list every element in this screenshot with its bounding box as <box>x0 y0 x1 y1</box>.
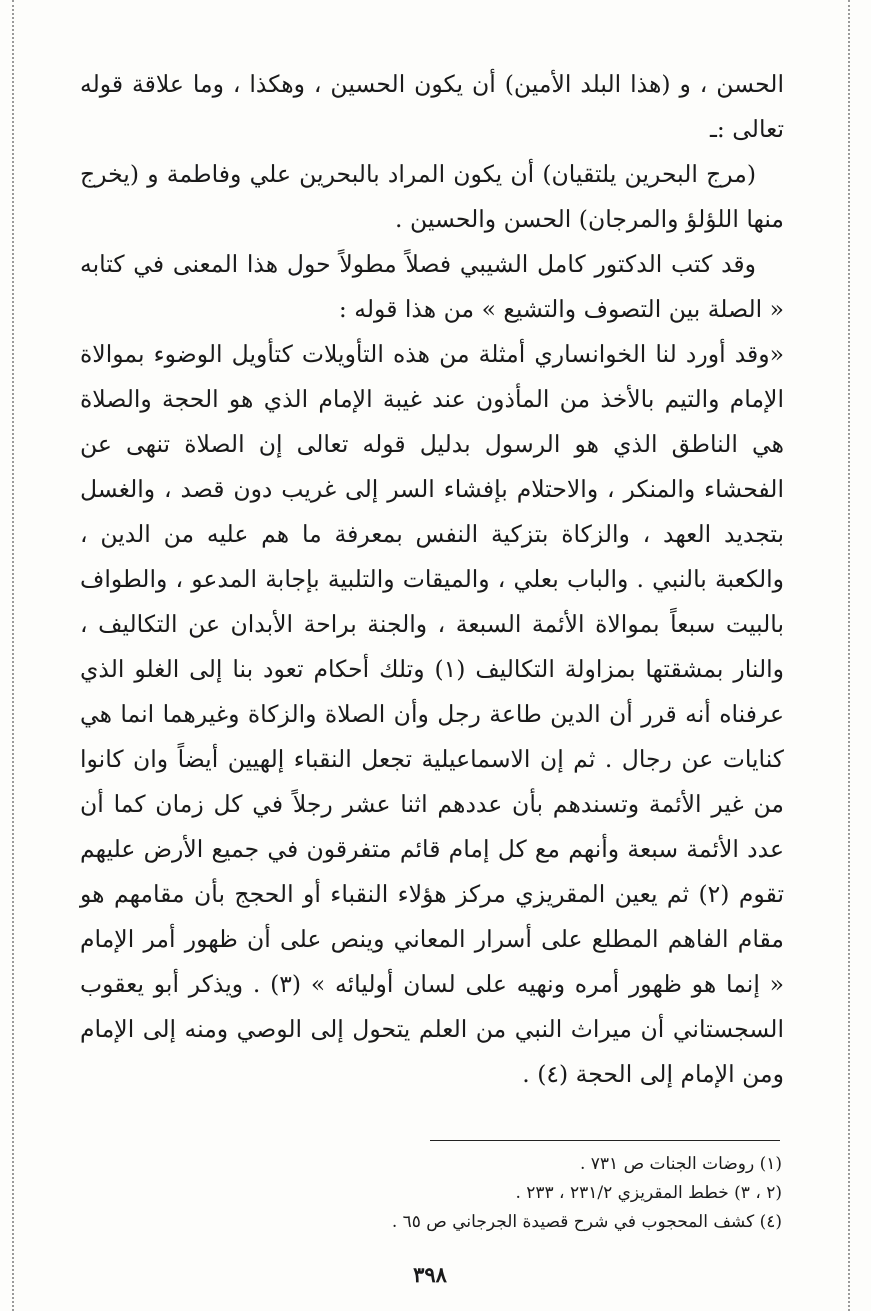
footnotes <box>330 1150 782 1237</box>
main-text <box>80 62 784 1097</box>
paragraph-2: (مرج البحرين يلتقيان) أن يكون المراد بالبحرين علي وفاطمة و (يخرج منها اللؤلؤ والمرجان) الحسن والحسين . <box>80 160 784 233</box>
page-edge-right <box>848 0 850 1311</box>
paragraph-1: الحسن ، و (هذا البلد الأمين) أن يكون الحسين ، وهكذا ، وما علاقة قوله تعالى :ـ <box>80 70 784 143</box>
page-edge-left <box>12 0 14 1311</box>
footnote-2-3: (٢ ، ٣) خطط المقريزي ٢٣١/٢ ، ٢٣٣ . <box>515 1183 782 1203</box>
footnote-4: (٤) كشف المحجوب في شرح قصيدة الجرجاني ص ٦٥ . <box>391 1212 782 1232</box>
page-body <box>80 62 784 1097</box>
page-number: ٣٩٨ <box>413 1262 447 1287</box>
paragraph-3: وقد كتب الدكتور كامل الشيبي فصلاً مطولاً حول هذا المعنى في كتابه « الصلة بين التصوف والتشيع » من هذا قوله : <box>80 250 784 323</box>
footnote-separator <box>430 1140 780 1141</box>
paragraph-4-quotation: «وقد أورد لنا الخوانساري أمثلة من هذه التأويلات كتأويل الوضوء بموالاة الإمام والتيم بالأخذ من المأذون عند غيبة الإمام الذي هو الحجة والصلاة هي الناطق الذي هو الرسول بدليل قوله تعالى إن الصلاة تنهى عن الفحشاء والمنكر ، والاحتلام بإفشاء السر إلى غريب دون قصد ، والغسل بتجديد العهد ، والزكاة بتزكية النفس بمعرفة ما هم عليه من الدين ، والكعبة بالنبي . والباب بعلي ، والميقات والتلبية بإجابة المدعو ، والطواف بالبيت سبعاً بموالاة الأئمة السبعة ، والجنة براحة الأبدان عن التكاليف ، والنار بمشقتها بمزاولة التكاليف (١) وتلك أحكام تعود بنا إلى الغلو الذي عرفناه أنه قرر أن الدين طاعة رجل وأن الصلاة والزكاة وغيرهما انما هي كنايات عن رجال . ثم إن الاسماعيلية تجعل النقباء إلهيين أيضاً وان كانوا من غير الأئمة وتسندهم بأن عددهم اثنا عشر رجلاً في كل زمان كما أن عدد الأئمة سبعة وأنهم مع كل إمام قائم متفرقون في جميع الأرض عليهم تقوم (٢) ثم يعين المقريزي مركز هؤلاء النقباء أو الحجج بأن مقامهم هو مقام الفاهم المطلع على أسرار المعاني وينص على أن ظهور أمر الإمام « إنما هو ظهور أمره ونهيه على لسان أوليائه » (٣) . ويذكر أبو يعقوب السجستاني أن ميراث النبي من العلم يتحول إلى الوصي ومنه إلى الإمام ومن الإمام إلى الحجة (٤) . <box>80 340 784 1088</box>
footnote-1: (١) روضات الجنات ص ٧٣١ . <box>579 1154 782 1174</box>
